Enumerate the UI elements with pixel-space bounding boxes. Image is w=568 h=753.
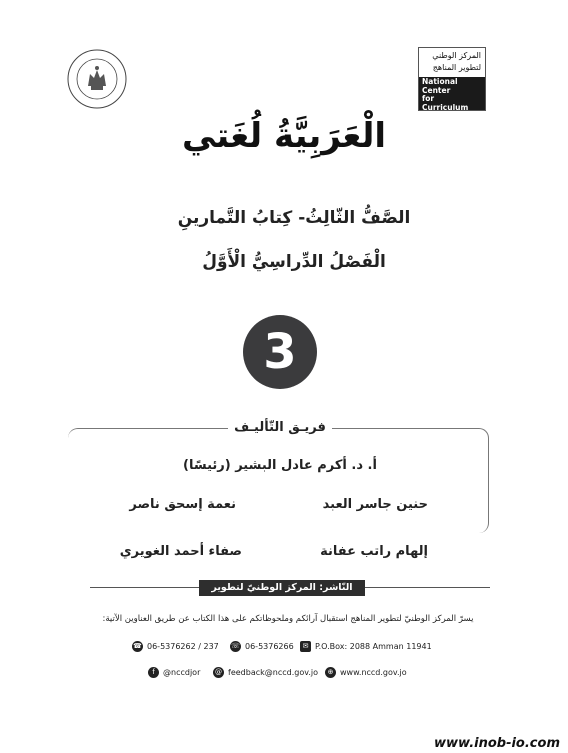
fax-number: 06-5376266 bbox=[245, 642, 294, 651]
author-name: نعمة إسحق ناصر bbox=[129, 497, 236, 512]
phone-number: 06-5376262 / 237 bbox=[147, 642, 219, 651]
author-name: صفاء أحمد الغويري bbox=[119, 544, 242, 559]
book-subtitle: الصَّفُّ الثّالِثُ- كِتابُ التَّمارينِ bbox=[177, 208, 411, 228]
publisher-label: النّاشر: المركز الوطنيّ لتطوير المناهج bbox=[199, 580, 365, 596]
phone-icon: ☎ bbox=[133, 642, 142, 650]
ministry-seal bbox=[66, 48, 128, 110]
fax-contact bbox=[230, 641, 294, 652]
facebook-handle: @nccdjor bbox=[163, 668, 201, 677]
po-box-contact bbox=[300, 641, 432, 652]
website-url: www.nccd.gov.jo bbox=[340, 668, 407, 677]
facebook-icon: f bbox=[148, 667, 159, 678]
nccd-logo-arabic-2: لتطوير المناهج bbox=[432, 63, 481, 72]
book-title: الْعَرَبِيَّةُ لُغَتي bbox=[181, 116, 387, 156]
author-name: إلهام راتب عفانة bbox=[320, 544, 428, 559]
author-name: حنين جاسر العبد bbox=[322, 497, 428, 512]
nccd-logo-arabic-1: المركز الوطني bbox=[432, 51, 481, 60]
grade-number-badge: 3 bbox=[243, 315, 317, 389]
email-icon: @ bbox=[215, 668, 222, 676]
nccd-logo-english-1: National Center bbox=[422, 77, 458, 95]
facebook-contact[interactable] bbox=[148, 667, 200, 678]
team-frame bbox=[68, 428, 489, 533]
semester-label: الْفَصْلُ الدِّراسِيُّ الْأَوَّلُ bbox=[202, 252, 386, 272]
site-watermark: www.inob-io.com bbox=[434, 736, 560, 751]
email-contact[interactable] bbox=[213, 667, 318, 678]
nccd-logo bbox=[418, 47, 486, 120]
web-contact[interactable] bbox=[325, 667, 407, 678]
nccd-logo-english-2: for Curriculum bbox=[422, 94, 469, 112]
web-icon: ⊕ bbox=[325, 667, 336, 678]
team-lead: أ. د. أكرم عادل البشير (رئيسًا) bbox=[183, 458, 377, 473]
email-address: feedback@nccd.gov.jo bbox=[228, 668, 318, 677]
po-box-icon: ✉ bbox=[300, 641, 311, 652]
phone-contact bbox=[132, 641, 219, 652]
fax-icon: ☏ bbox=[231, 642, 240, 650]
team-header: فريـق التّأليـف bbox=[228, 420, 332, 435]
po-box-text: P.O.Box: 2088 Amman 11941 bbox=[315, 642, 432, 651]
feedback-invite: يسرّ المركز الوطنيّ لتطوير المناهج استقبال آرائكم وملحوظاتكم على هذا الكتاب عن طريق العناوين الآتية: bbox=[102, 614, 474, 624]
nccd-logo-english bbox=[419, 77, 485, 120]
nccd-logo-english-3: Development bbox=[422, 111, 479, 120]
